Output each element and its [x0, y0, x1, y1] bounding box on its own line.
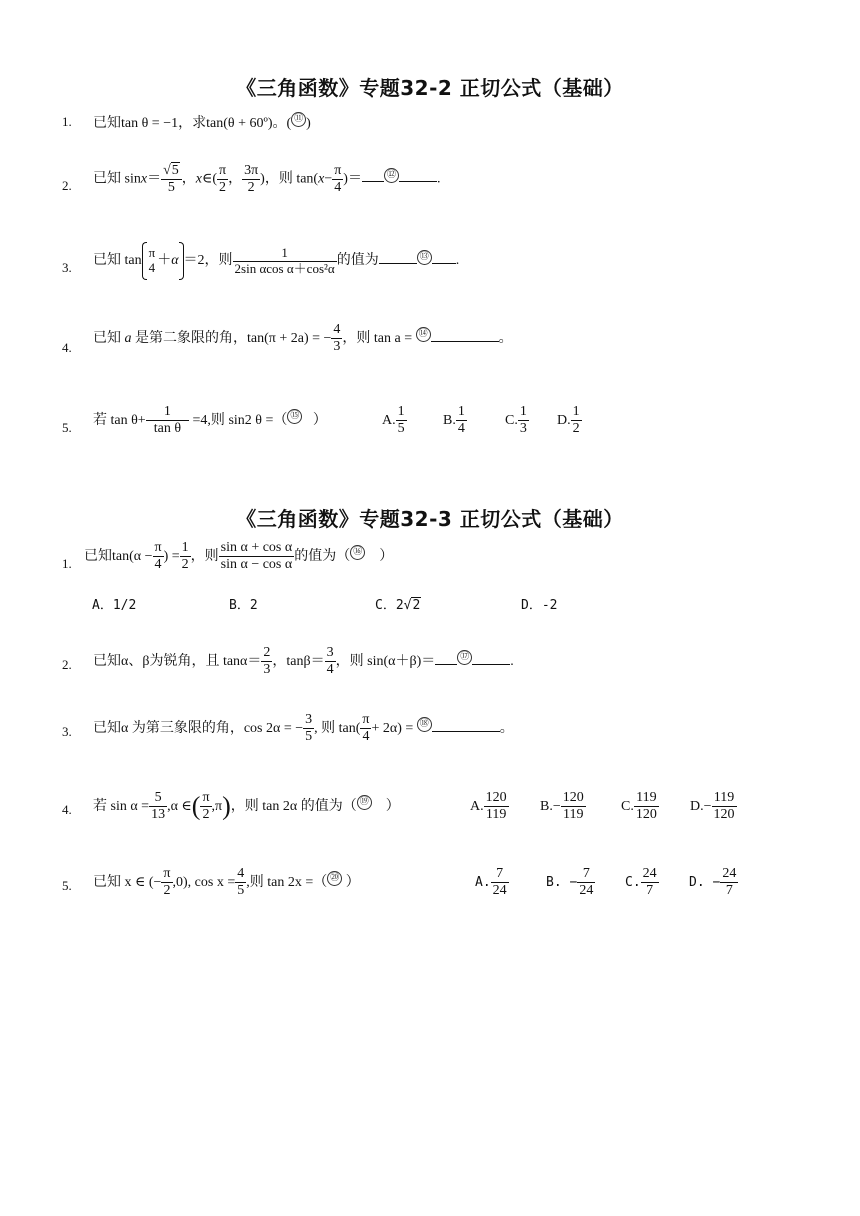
option-label: A. [382, 412, 396, 428]
question-number: 2. [62, 178, 72, 193]
answer-marker: ⑫ [384, 168, 399, 183]
text: ，则 sin(α＋β)＝ [335, 653, 436, 669]
denominator: 4 [326, 662, 334, 678]
numerator: 5 [154, 790, 162, 805]
answer-blank [399, 179, 437, 182]
text: 的值为（ [294, 548, 351, 564]
question-number: 4. [62, 802, 72, 817]
option-label: D.− [690, 798, 712, 814]
answer-blank [431, 339, 499, 342]
section-2-title: 《三角函数》专题32-3 正切公式（基础） [236, 507, 624, 531]
question-text [93, 112, 311, 132]
fraction [332, 163, 343, 196]
fraction [571, 404, 582, 437]
question-number: 5. [62, 878, 72, 893]
math-expression: tan a = [373, 330, 413, 346]
text: 的值为 [336, 253, 379, 269]
fraction [331, 322, 342, 355]
option-label: C. [625, 874, 641, 890]
text: ) = [163, 548, 180, 564]
option-label: C. [505, 412, 518, 428]
question-number: 3. [62, 724, 72, 739]
text: ＋ [157, 253, 172, 269]
text: − [324, 171, 333, 187]
fraction [147, 246, 158, 276]
text: ＝2，则 [183, 253, 233, 269]
denominator: 2 [200, 806, 211, 823]
text: 已知α 为第三象限的角， [93, 720, 244, 736]
numerator: 1 [457, 404, 465, 419]
fraction [484, 790, 509, 823]
numerator: 7 [496, 866, 504, 881]
fraction [518, 404, 529, 437]
option-label: B. [443, 412, 456, 428]
denominator: 24 [492, 883, 507, 899]
text: 已知 [93, 330, 121, 346]
denominator: 120 [635, 807, 657, 823]
denominator: 4 [332, 179, 343, 196]
denominator: 2sin αcos α＋cos²α [234, 260, 335, 276]
variable: α [171, 253, 179, 269]
option-d[interactable] [689, 866, 738, 899]
option-c[interactable]: C．2√2 [375, 598, 421, 613]
math-expression: tan θ+ [110, 412, 146, 428]
fraction [242, 163, 260, 196]
text: ） [385, 798, 400, 814]
text: . [436, 171, 441, 187]
answer-marker: ⑭ [416, 327, 431, 342]
text: . [455, 253, 460, 269]
numerator: 3 [326, 645, 334, 660]
question-text [84, 540, 393, 573]
option-label: D. [557, 412, 571, 428]
fraction [325, 645, 336, 678]
text: 。 [499, 720, 514, 736]
fraction [235, 866, 246, 899]
text: . [510, 653, 514, 669]
fraction [491, 866, 509, 899]
option-d[interactable] [557, 404, 582, 437]
numerator: 24 [642, 866, 657, 881]
option-b[interactable] [540, 790, 586, 823]
numerator: 120 [562, 790, 584, 805]
numerator: 24 [722, 866, 737, 881]
text: ∈( [201, 171, 217, 187]
numerator: 1 [181, 540, 189, 555]
denominator: 120 [713, 807, 735, 823]
denominator: 4 [457, 421, 465, 437]
fraction [712, 790, 737, 823]
answer-blank [435, 662, 457, 665]
left-paren: ( [191, 791, 201, 821]
answer-blank [432, 261, 456, 264]
denominator: 5 [161, 179, 182, 196]
text: 若 [93, 412, 107, 428]
question-text [93, 645, 514, 678]
denominator: 3 [519, 421, 527, 437]
text: ,0), cos x = [172, 874, 236, 890]
numerator: π [148, 245, 156, 261]
math-expression: tan(α − [112, 548, 153, 564]
fraction [233, 246, 337, 277]
fraction [217, 163, 228, 196]
fraction [219, 540, 295, 573]
section-1-title: 《三角函数》专题32-2 正切公式（基础） [236, 76, 624, 100]
option-label: C．2 [375, 598, 404, 613]
denominator: 2 [572, 421, 580, 437]
text: ， [181, 171, 196, 187]
answer-blank [362, 179, 384, 182]
numerator: 7 [582, 866, 590, 881]
fraction [161, 866, 172, 899]
answer-marker: ⑲ [357, 795, 372, 810]
answer-marker: ⑳ [327, 871, 342, 886]
option-a[interactable] [475, 866, 509, 899]
text: ） [345, 874, 360, 890]
option-d[interactable]: D．-2 [521, 598, 558, 613]
option-a[interactable] [470, 790, 509, 823]
text: ） [312, 412, 327, 428]
text: =4,则 [192, 412, 225, 428]
numerator: π [362, 712, 370, 727]
fraction [456, 404, 467, 437]
denominator: tan θ [146, 420, 189, 437]
fraction [577, 866, 595, 899]
numerator: 1 [163, 404, 171, 419]
question-number: 5. [62, 420, 72, 435]
answer-blank [472, 662, 510, 665]
text: 已知 sin [93, 171, 141, 187]
answer-marker: ⑰ [457, 650, 472, 665]
option-label: A. [475, 874, 491, 890]
text: 若 sin α = [93, 798, 150, 814]
option-label: D. − [689, 874, 721, 890]
answer-marker: ⑬ [417, 250, 432, 265]
question-text [93, 712, 514, 745]
text: )，则 tan( [260, 171, 319, 187]
denominator: 2 [217, 179, 228, 196]
denominator: 119 [561, 806, 586, 823]
numerator: π [334, 162, 342, 178]
numerator: 1 [519, 404, 527, 419]
fraction [303, 712, 314, 745]
text: + 2α) = [371, 720, 414, 736]
text: ,α ∈ [167, 798, 192, 814]
option-label: B.− [540, 798, 561, 814]
answer-marker: ⑱ [417, 717, 432, 732]
option-b[interactable] [546, 866, 595, 899]
variable: a [124, 330, 132, 346]
text: , 则 tan( [314, 720, 361, 736]
text: 。 [498, 330, 513, 346]
numerator: 4 [237, 866, 245, 881]
option-c[interactable] [625, 866, 659, 899]
denominator: 119 [484, 806, 509, 823]
fraction [720, 866, 738, 899]
option-b[interactable] [443, 404, 467, 437]
denominator: 2 [161, 882, 172, 899]
text: ,π [211, 798, 223, 814]
text: ，则 [342, 330, 371, 346]
fraction [180, 540, 191, 573]
numerator: 1 [572, 404, 580, 419]
text: 。( [272, 116, 292, 131]
radicand: 5 [171, 163, 179, 178]
numerator: 119 [713, 790, 735, 805]
option-label: A. [470, 798, 484, 814]
answer-blank [379, 261, 417, 264]
math-expression: tan(π + 2a) = − [247, 330, 332, 346]
fraction [261, 645, 272, 678]
denominator: 2 [242, 179, 260, 196]
answer-blank [432, 729, 500, 732]
numerator: π [202, 790, 210, 805]
option-label: B. − [546, 874, 578, 890]
fraction: $\frac{√5}{5}$ [161, 162, 182, 196]
question-text [93, 790, 400, 823]
answer-marker: ⑮ [287, 409, 302, 424]
question-text [93, 404, 327, 437]
denominator: 7 [641, 882, 659, 899]
fraction [396, 404, 407, 437]
text: 已知 [84, 548, 112, 564]
text: 已知 x ∈ (− [93, 874, 162, 890]
math-expression: sin2 θ =（ [228, 412, 288, 428]
question-number: 1. [62, 114, 72, 129]
text: ，求 [178, 116, 207, 131]
denominator: sin α − cos α [220, 557, 293, 573]
fraction [641, 866, 659, 899]
numerator: 120 [485, 790, 507, 805]
option-c[interactable] [621, 790, 659, 823]
denominator: 4 [153, 556, 164, 573]
math-expression: tan θ = −1 [121, 116, 179, 131]
numerator: 2 [263, 645, 271, 660]
right-paren: ) [222, 791, 231, 821]
text: ,则 tan 2x =（ [246, 874, 328, 890]
question-text [93, 162, 440, 196]
answer-marker: ⑯ [350, 545, 365, 560]
fraction [146, 404, 189, 437]
radicand: 2 [412, 598, 421, 613]
text: 是第二象限的角， [135, 330, 247, 346]
numerator: 1 [281, 244, 288, 260]
text: 已知 tan [93, 253, 142, 269]
text: )＝ [343, 171, 362, 187]
denominator: 4 [148, 260, 156, 275]
option-b[interactable]: B．2 [229, 598, 258, 613]
fraction [153, 540, 164, 573]
variable: x [140, 171, 148, 187]
question-text [93, 866, 360, 899]
option-a[interactable]: A．1/2 [92, 598, 137, 613]
option-label: C. [621, 798, 634, 814]
text: ，则 [190, 548, 219, 564]
denominator: 2 [181, 557, 189, 573]
text: ，tanβ＝ [272, 653, 325, 669]
question-text [93, 242, 459, 280]
numerator: π [154, 540, 162, 555]
text: ） [379, 548, 394, 564]
question-number: 3. [62, 260, 72, 275]
denominator: 5 [397, 421, 405, 437]
numerator: 3π [244, 162, 259, 178]
numerator: 119 [636, 790, 657, 805]
denominator: 5 [305, 729, 313, 745]
numerator: sin α + cos α [220, 540, 293, 555]
question-number: 4. [62, 340, 72, 355]
math-expression: cos 2α = − [243, 720, 304, 736]
numerator: π [163, 866, 171, 881]
numerator: 4 [333, 322, 341, 337]
option-a[interactable] [382, 404, 407, 437]
fraction [561, 790, 586, 823]
denominator: 3 [263, 662, 271, 678]
text: ＝ [147, 171, 162, 187]
numerator: 3 [305, 712, 313, 727]
denominator: 5 [237, 883, 245, 899]
numerator: 1 [397, 404, 405, 419]
answer-marker: ⑪ [291, 112, 306, 127]
option-d[interactable] [690, 790, 737, 823]
text: 已知α、β为锐角，且 tanα＝ [93, 653, 262, 669]
text: ，则 tan 2α 的值为（ [230, 798, 357, 814]
numerator: π [219, 162, 227, 178]
math-expression: tan(θ + 60º) [206, 116, 273, 131]
variable: x [195, 171, 202, 187]
option-c[interactable] [505, 404, 529, 437]
text: ， [228, 171, 243, 187]
denominator: 7 [720, 882, 738, 899]
denominator: 4 [360, 728, 371, 745]
text: ) [306, 116, 311, 131]
fraction [200, 790, 211, 823]
question-number: 1. [62, 556, 72, 571]
text: 已知 [93, 116, 121, 131]
fraction [360, 712, 371, 745]
denominator: 3 [333, 339, 341, 355]
denominator: 24 [579, 883, 594, 899]
fraction [149, 790, 167, 823]
denominator: 13 [151, 807, 166, 823]
question-number: 2. [62, 657, 72, 672]
question-text [93, 322, 513, 355]
fraction [634, 790, 659, 823]
variable: x [318, 171, 325, 187]
